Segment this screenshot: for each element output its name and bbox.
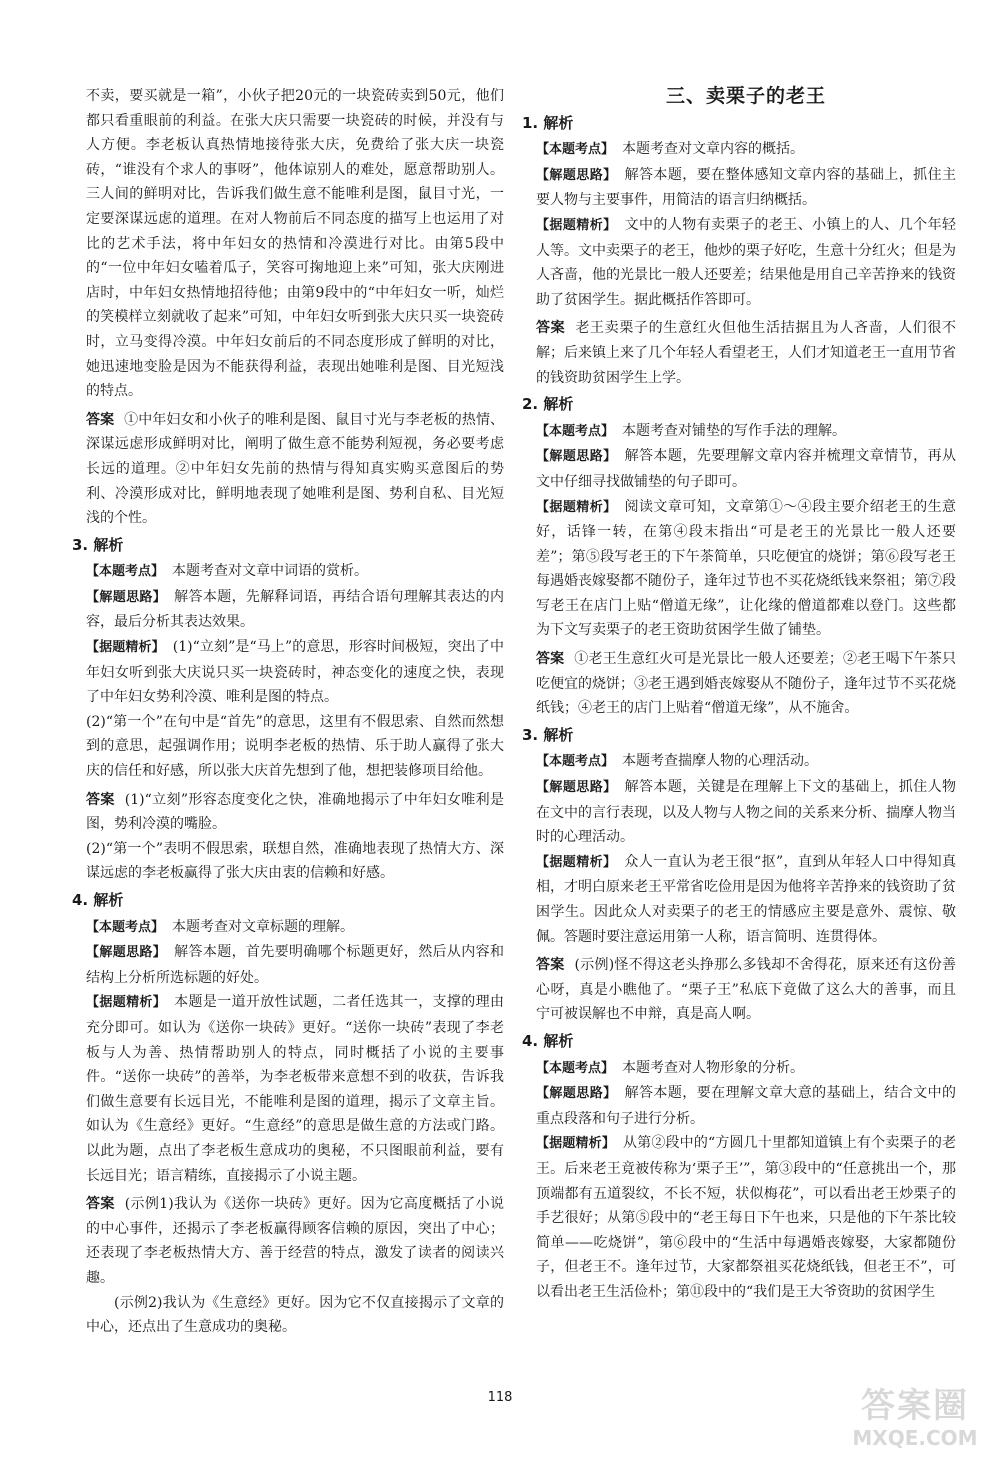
kaodian-label: 【本题考点】 [536, 142, 615, 158]
page-number: 118 [487, 1390, 513, 1405]
left-column [72, 84, 505, 1340]
kaodian-text: 本题考查对文章标题的理解。 [172, 918, 355, 935]
kaodian-text: 本题考查对文章内容的概括。 [622, 141, 805, 158]
left-q3 [72, 533, 504, 886]
kaodian-text: 本题考查对文章中词语的赏析。 [172, 563, 369, 580]
kaodian-text: 本题考查对人物形象的分析。 [622, 1059, 805, 1076]
watermark-url: MXQE.COM [852, 1426, 978, 1450]
watermark-text: 答案圈 [861, 1386, 969, 1426]
kaodian-label: 【本题考点】 [86, 564, 165, 580]
question-heading: 4. 解析 [522, 1031, 574, 1050]
jingxi-label: 【据题精析】 [536, 217, 617, 233]
answer-text-1: (1)“立刻”形容态度变化之快，准确地揭示了中年妇女唯利是图，势利冷漠的嘴脸。 [86, 791, 504, 833]
question-heading: 1. 解析 [522, 113, 574, 132]
silu-label: 【解题思路】 [536, 780, 617, 796]
left-q4 [72, 888, 504, 1340]
question-heading: 3. 解析 [522, 725, 574, 744]
silu-text: 解答本题，先解释词语，再结合语句理解其表达的内容，最后分析其表达效果。 [86, 588, 504, 631]
jingxi-label: 【据题精析】 [536, 1136, 615, 1152]
question-heading: 4. 解析 [72, 891, 124, 909]
jingxi-text-2: (2)“第一个”在句中是“首先”的意思，这里有不假思索、自然而然想到的意思，起强调作用；说明李老板的热情、乐于助人赢得了张大庆的信任和好感，所以张大庆首先想到了他，想把装修项目给他。 [86, 713, 504, 780]
jingxi-label: 【据题精析】 [536, 499, 617, 515]
right-q1 [522, 111, 957, 391]
answer-label: 答案 [86, 791, 115, 808]
silu-text: 解答本题，要在整体感知文章内容的基础上，抓住主要人物与主要事件，用简洁的语言归纳概括。 [536, 166, 956, 209]
answer-text-1: (示例1)我认为《送你一块砖》更好。因为它高度概括了小说的中心事件，还揭示了李老板赢得顾客信赖的原因，突出了中心；还表现了李老板热情大方、善于经营的特点，激发了读者的阅读兴趣。 [86, 1196, 504, 1286]
silu-label: 【解题思路】 [536, 167, 617, 183]
answer-text: ①中年妇女和小伙子的唯利是图、鼠目寸光与李老板的热情、深谋远虑形成鲜明对比，阐明了做生意不能势利短视，务必要考虑长远的道理。②中年妇女先前的热情与得知真实购买意图后的势利、冷漠形成对比，鲜明地表现了她唯利是图、势利自私、目光短浅的个性。 [86, 411, 505, 527]
silu-label: 【解题思路】 [86, 945, 167, 961]
kaodian-label: 【本题考点】 [536, 423, 615, 439]
kaodian-text: 本题考查对铺垫的写作手法的理解。 [622, 422, 847, 439]
right-column [522, 84, 957, 1305]
left-intro-answer [86, 408, 504, 531]
silu-label: 【解题思路】 [86, 589, 167, 605]
answer-label: 答案 [536, 320, 566, 337]
section-title: 三、卖栗子的老王 [665, 85, 826, 107]
jingxi-text-1: (1)“立刻”是“马上”的意思，形容时间极短，突出了中年妇女听到张大庆说只买一块瓷砖时，神态变化的速度之快，表现了中年妇女势利冷漠、唯利是图的特点。 [86, 639, 504, 706]
answer-text: 老王卖栗子的生意红火但他生活拮据且为人吝啬，人们很不解；后来镇上来了几个年轻人看望老王，人们才知道老王一直用节省的钱资助贫困学生上学。 [536, 320, 957, 386]
jingxi-text: 从第②段中的“方圆几十里都知道镇上有个卖栗子的老王。后来老王竟被传称为‘栗子王’”，第③段中的“任意挑出一个，那顶端都有五道裂纹，不长不短，状似梅花”，可以看出老王炒栗子的手艺很好；从第⑤段中的“老王每日下午也来，只是他的下午茶比较简单——吃烧饼”，第⑥段中的“生活中每遇婚丧嫁娶，大家都随份子，但老王不。逢年过节，大家都祭祖买花烧纸钱，但老王不”，可以看出老王生活俭朴；第⑪段中的“我们是王大爷资助的贫困学生 [536, 1135, 956, 1300]
question-heading: 3. 解析 [72, 535, 124, 554]
answer-text: (示例)怪不得这老头挣那么多钱却不舍得花，原来还有这份善心呀，真是小瞧他了。“栗子王”私底下竟做了这么大的善事，而且宁可被误解也不申辩，真是高人啊。 [536, 957, 956, 1023]
jingxi-text: 文中的人物有卖栗子的老王、小镇上的人、几个年轻人等。文中卖栗子的老王，他炒的栗子好吃，生意十分红火；但是为人吝啬，他的光景比一般人还要差；结果他是用自己辛苦挣来的钱资助了贫困学生。据此概括作答即可。 [536, 216, 956, 308]
jingxi-label: 【据题精析】 [536, 854, 617, 870]
jingxi-text: 本题是一道开放性试题，二者任选其一，支撑的理由充分即可。如认为《送你一块砖》更好。“送你一块砖”表现了李老板与人为善、热情帮助别人的特点，同时概括了小说的主要事件。“送你一块砖”的善举，为李老板带来意想不到的收获，告诉我们做生意要有长远目光，不能唯利是图的道理，揭示了文章主旨。如认为《生意经》更好。“生意经”的意思是做生意的方法或门路。以此为题，点出了李老板生意成功的奥秘，不只图眼前利益，要有长远目光；语言精练，直接揭示了小说主题。 [86, 994, 504, 1184]
left-intro-paragraph: 不卖，要买就是一箱”，小伙子把20元的一块瓷砖卖到50元，他们都只看重眼前的利益。在张大庆只需要一块瓷砖的时候，并没有与人方便。李老板认真热情地接待张大庆，免费给了张大庆一块瓷砖，“谁没有个求人的事呀”，他体谅别人的难处，愿意帮助别人。三人间的鲜明对比，告诉我们做生意不能唯利是图，鼠目寸光，一定要深谋远虑的道理。在对人物前后不同态度的描写上也运用了对比的艺术手法，将中年妇女的热情和冷漠进行对比。由第5段中的“一位中年妇女嗑着瓜子，笑容可掬地迎上来”可知，张大庆刚进店时，中年妇女热情地招待他；由第9段中的“中年妇女一听，灿烂的笑模样立刻就收了起来”可知，中年妇女听到张大庆只买一块瓷砖时，立马变得冷漠。中年妇女前后的不同态度形成了鲜明的对比，她迅速地变脸是因为不能获得利益，表现出她唯利是图、目光短浅的特点。 [86, 88, 504, 400]
answer-text-2: (示例2)我认为《生意经》更好。因为它不仅直接揭示了文章的中心，还点出了生意成功的奥秘。 [86, 1294, 504, 1336]
kaodian-label: 【本题考点】 [86, 919, 165, 935]
silu-text: 解答本题，关键是在理解上下文的基础上，抓住人物在文中的言行表现，以及人物与人物之间的关系来分析、揣摩人物当时的心理活动。 [536, 779, 956, 846]
question-heading: 2. 解析 [522, 395, 574, 414]
jingxi-label: 【据题精析】 [86, 640, 165, 656]
answer-text-2: (2)“第一个”表明不假思索，联想自然，准确地表现了热情大方、深谋远虑的李老板赢得了张大庆由衷的信赖和好感。 [86, 840, 504, 882]
answer-label: 答案 [536, 651, 565, 668]
answer-label: 答案 [536, 957, 565, 974]
kaodian-label: 【本题考点】 [536, 1060, 615, 1076]
kaodian-label: 【本题考点】 [536, 754, 615, 770]
jingxi-text: 众人一直认为老王很“抠”，直到从年轻人口中得知真相，才明白原来老王平常省吃俭用是因为他将辛苦挣来的钱资助了贫困学生。因此众人对卖栗子的老王的情感应主要是意外、震惊、敬佩。答题时要注意运用第一人称，语言简明、连贯得体。 [536, 853, 956, 945]
answer-label: 答案 [86, 1196, 115, 1213]
jingxi-label: 【据题精析】 [86, 995, 167, 1011]
watermark-logo [840, 1378, 990, 1458]
silu-text: 解答本题，要在理解文章大意的基础上，结合文中的重点段落和句子进行分析。 [536, 1085, 956, 1127]
silu-text: 解答本题，先要理解文章内容并梳理文章情节，再从文中仔细寻找做铺垫的句子即可。 [536, 448, 956, 490]
jingxi-text: 阅读文章可知，文章第①～④段主要介绍老王的生意好，话锋一转，在第④段末指出“可是老王的光景比一般人还要差”；第⑤段写老王的下午茶简单，只吃便宜的烧饼；第⑥段写老王每遇婚丧嫁娶都不随份子，逢年过节也不买花烧纸钱来祭祖；第⑦段写老王在店门上贴“僧道无缘”，让化缘的僧道都难以登门。这些都为下文写卖栗子的老王资助贫困学生做了铺垫。 [536, 498, 956, 639]
right-q2 [522, 392, 957, 721]
silu-label: 【解题思路】 [536, 1086, 617, 1102]
answer-label: 答案 [86, 411, 115, 428]
silu-text: 解答本题，首先要明确哪个标题更好，然后从内容和结构上分析所选标题的好处。 [86, 944, 504, 986]
silu-label: 【解题思路】 [536, 449, 617, 465]
right-q4 [522, 1029, 956, 1305]
kaodian-text: 本题考查揣摩人物的心理活动。 [622, 753, 819, 770]
right-q3 [522, 723, 956, 1027]
answer-text: ①老王生意红火可是光景比一般人还要差；②老王喝下午茶只吃便宜的烧饼；③老王遇到婚丧嫁娶从不随份子，逢年过节不买花烧纸钱；④老王的店门上贴着“僧道无缘”，从不施舍。 [536, 651, 957, 717]
